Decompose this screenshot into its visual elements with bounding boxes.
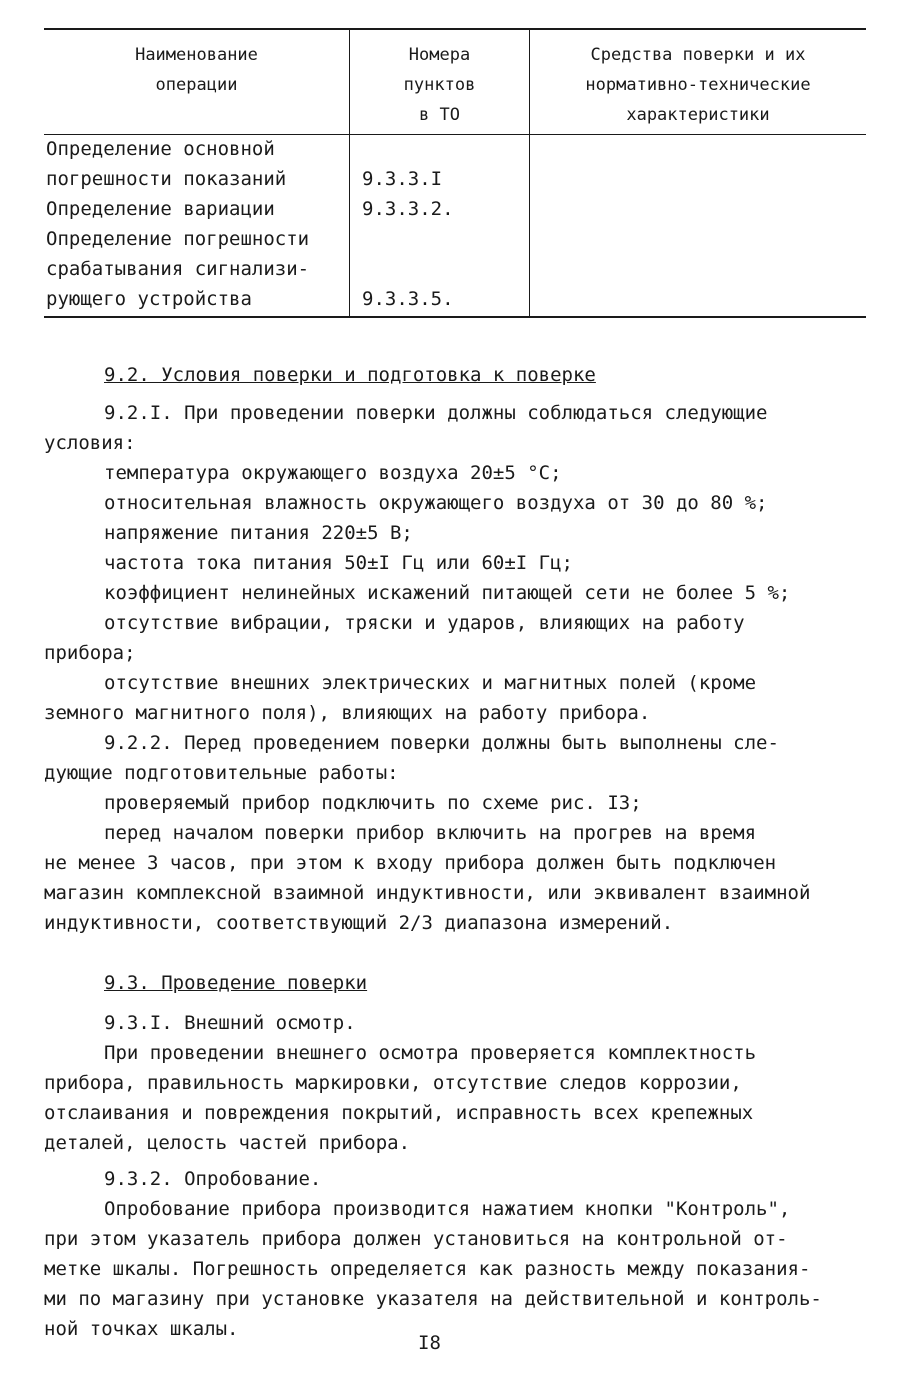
header-line: в ТО	[419, 105, 460, 125]
page-number: I8	[418, 1332, 441, 1354]
condition-line: частота тока питания 50±I Гц или 60±I Гц;	[104, 552, 573, 574]
paragraph-line: прибора, правильность маркировки, отсутствие следов коррозии,	[44, 1072, 742, 1094]
paragraph-line: Опробование прибора производится нажатием кнопки "Контроль",	[104, 1198, 791, 1220]
section-9-2-heading: 9.2. Условия поверки и подготовка к поверке	[104, 364, 596, 386]
work-line: не менее 3 часов, при этом к входу прибора должен быть подключен	[44, 852, 777, 874]
condition-line: отсутствие вибрации, тряски и ударов, влияющих на работу	[104, 612, 745, 634]
paragraph-line: 9.2.2. Перед проведением поверки должны быть выполнены сле-	[104, 732, 779, 754]
table-cell: 9.3.3.2.	[362, 198, 454, 220]
paragraph-line: дующие подготовительные работы:	[44, 762, 399, 784]
table-cell: рующего устройства	[46, 288, 252, 310]
table-cell: Определение основной	[46, 138, 275, 160]
item-numbers-column	[362, 134, 522, 314]
condition-line: прибора;	[44, 642, 136, 664]
table-cell: срабатывания сигнализи-	[46, 258, 310, 280]
table-cell	[362, 224, 522, 254]
condition-line: отсутствие внешних электрических и магнитных полей (кроме	[104, 672, 757, 694]
paragraph-line: метке шкалы. Погрешность определяется как разность между показания-	[44, 1258, 811, 1280]
condition-line: относительная влажность окружающего воздуха от 30 до 80 %;	[104, 492, 768, 514]
table-cell	[362, 134, 522, 164]
table-top-rule	[44, 28, 866, 30]
work-line: магазин комплексной взаимной индуктивности, или эквивалент взаимной	[44, 882, 811, 904]
header-line: нормативно-технические	[585, 75, 811, 95]
paragraph-line: отслаивания и повреждения покрытий, исправность всех крепежных	[44, 1102, 754, 1124]
table-bottom-rule	[44, 316, 866, 318]
header-line: Наименование	[135, 45, 258, 65]
table-cell: 9.3.3.5.	[362, 288, 454, 310]
work-line: индуктивности, соответствующий 2/3 диапазона измерений.	[44, 912, 674, 934]
paragraph-line: условия:	[44, 432, 136, 454]
section-9-3-heading: 9.3. Проведение поверки	[104, 972, 368, 994]
table-cell: погрешности показаний	[46, 168, 287, 190]
operations-column	[46, 134, 346, 314]
header-line: операции	[155, 75, 238, 95]
condition-line: напряжение питания 220±5 В;	[104, 522, 413, 544]
table-cell: Определение погрешности	[46, 228, 310, 250]
condition-line: коэффициент нелинейных искажений питающей сети не более 5 %;	[104, 582, 791, 604]
paragraph-line: 9.3.2. Опробование.	[104, 1168, 322, 1190]
header-line: характеристики	[626, 105, 770, 125]
header-verification-means	[530, 40, 866, 130]
header-operation-name	[44, 40, 349, 100]
paragraph-line: ной точках шкалы.	[44, 1318, 239, 1340]
paragraph-line: деталей, целость частей прибора.	[44, 1132, 411, 1154]
table-cell: Определение вариации	[46, 198, 275, 220]
condition-line: земного магнитного поля), влияющих на работу прибора.	[44, 702, 651, 724]
paragraph-line: ми по магазину при установке указателя на действительной и контроль-	[44, 1288, 822, 1310]
work-line: перед началом поверки прибор включить на прогрев на время	[104, 822, 757, 844]
header-line: пунктов	[403, 75, 476, 95]
paragraph-line: 9.3.I. Внешний осмотр.	[104, 1012, 356, 1034]
header-item-numbers	[350, 40, 529, 130]
header-line: Средства поверки и их	[590, 45, 806, 65]
verification-table	[44, 28, 866, 318]
condition-line: температура окружающего воздуха 20±5 °С;	[104, 462, 562, 484]
table-cell: 9.3.3.I	[362, 168, 443, 190]
work-line: проверяемый прибор подключить по схеме рис. I3;	[104, 792, 642, 814]
header-line: Номера	[408, 45, 471, 65]
table-cell	[362, 254, 522, 284]
paragraph-line: при этом указатель прибора должен установиться на контрольной от-	[44, 1228, 788, 1250]
paragraph-line: 9.2.I. При проведении поверки должны соблюдаться следующие	[104, 402, 768, 424]
paragraph-line: При проведении внешнего осмотра проверяется комплектность	[104, 1042, 757, 1064]
